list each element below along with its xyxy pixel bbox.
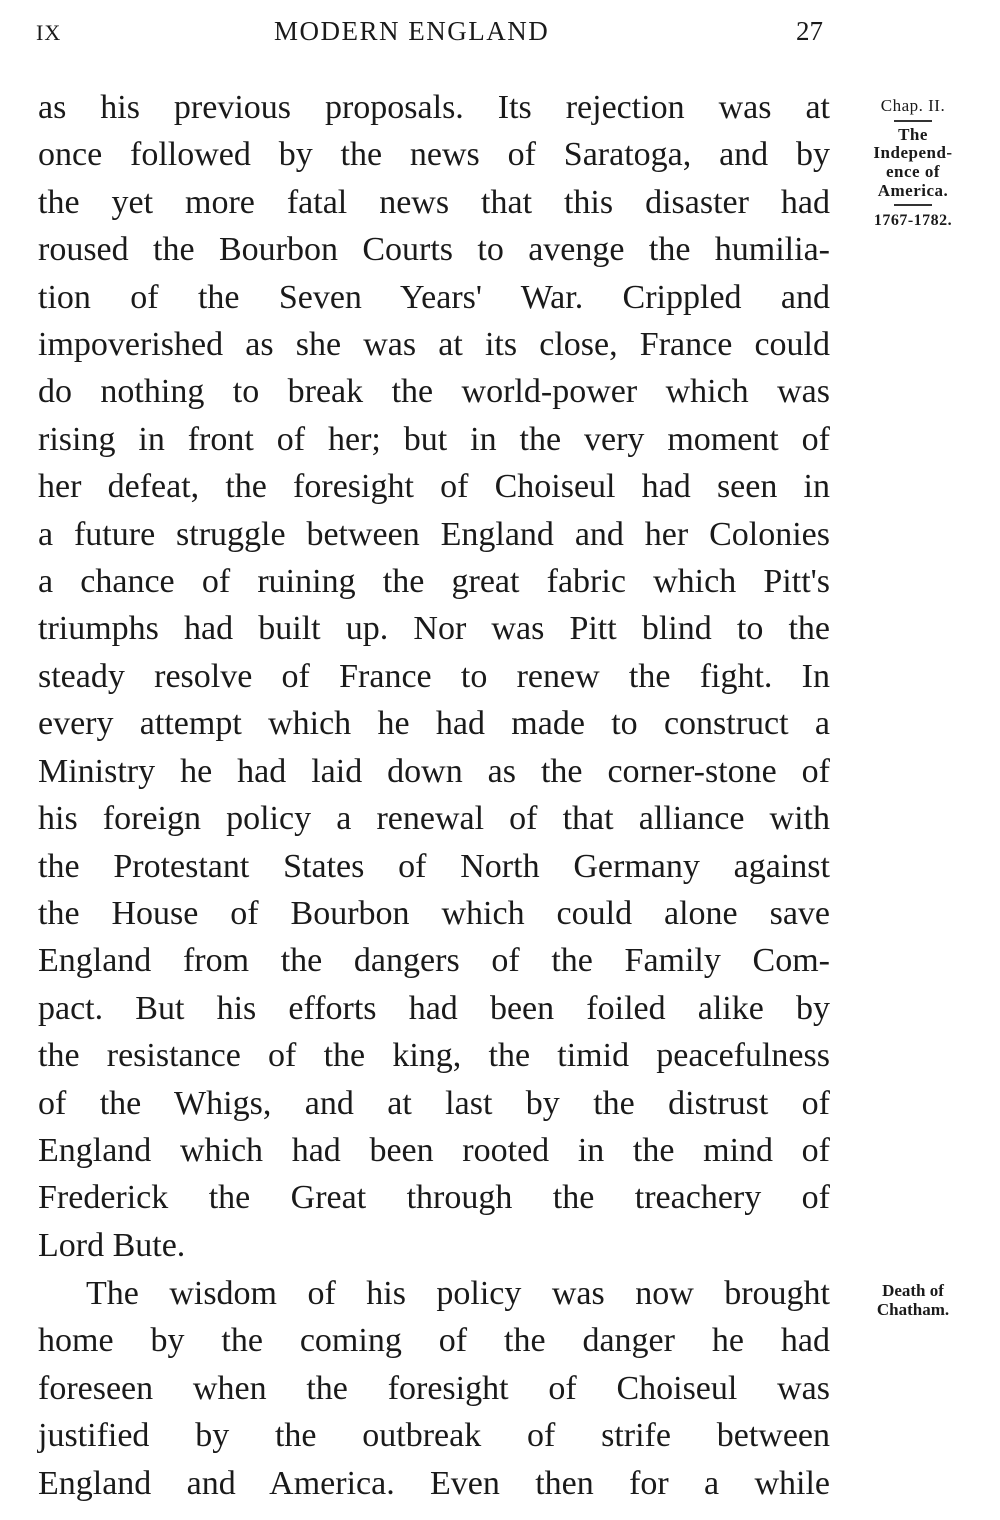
text-line: Ministry he had laid down as the corner-stone of [38,752,830,790]
margin-note-death [848,1282,978,1319]
paragraph-1 [38,84,830,1269]
text-line: England and America. Even then for a while [38,1464,830,1502]
text-line: every attempt which he had made to construct a [38,705,830,743]
text-line: do nothing to break the world-power which was [38,373,830,411]
text-line: triumphs had built up. Nor was Pitt blind to the [38,610,830,648]
text-line: the House of Bourbon which could alone save [38,894,830,932]
margin-note-topic [848,126,978,201]
text-line: as his previous proposals. Its rejection was at [38,89,830,126]
text-line: a chance of ruining the great fabric which Pitt's [38,563,830,601]
paragraph-2 [38,1270,830,1507]
text-line: the resistance of the king, the timid peacefulness [38,1037,830,1075]
text-line: England which had been rooted in the mind of [38,1131,830,1169]
chapter-numeral: IX [36,20,62,45]
text-line: England from the dangers of the Family Com- [38,942,830,980]
text-line: Frederick the Great through the treachery of [38,1179,830,1217]
text-line: of the Whigs, and at last by the distrust of [38,1084,830,1122]
text-line: the yet more fatal news that this disaster had [38,183,830,221]
text-line: impoverished as she was at its close, France could [38,326,830,364]
text-line: foreseen when the foresight of Choiseul was [38,1369,830,1407]
topic-line: ence of [885,161,940,181]
text-line: roused the Bourbon Courts to avenge the humilia- [38,231,830,269]
text-line: the Protestant States of North Germany against [38,847,830,885]
text-line: Lord Bute. [38,1226,186,1264]
text-line: home by the coming of the danger he had [38,1322,830,1360]
divider [894,120,932,122]
text-line: pact. But his efforts had been foiled alike by [38,989,830,1027]
margin-note-chapter [848,96,978,231]
page-number: 27 [796,16,823,46]
topic-line: Chatham. [876,1299,950,1319]
topic-line: Independ- [873,143,953,163]
book-title: MODERN ENGLAND [274,16,550,46]
topic-line: The [898,124,928,144]
text-line: The wisdom of his policy was now brought [86,1275,830,1312]
text-line: rising in front of her; but in the very moment of [38,420,830,458]
text-line: a future struggle between England and her Colonies [38,515,830,553]
date-range: 1767-1782. [873,212,953,230]
chapter-label: Chap. II. [880,96,946,115]
text-line: his foreign policy a renewal of that alliance with [38,800,830,838]
topic-line: America. [877,180,949,200]
text-line: once followed by the news of Saratoga, and by [38,136,830,174]
text-line: steady resolve of France to renew the fight. In [38,657,830,695]
text-line: her defeat, the foresight of Choiseul had seen in [38,468,830,506]
text-line: justified by the outbreak of strife between [38,1417,830,1455]
text-line: tion of the Seven Years' War. Crippled and [38,278,830,316]
divider [894,204,932,206]
topic-line: Death of [882,1281,944,1300]
